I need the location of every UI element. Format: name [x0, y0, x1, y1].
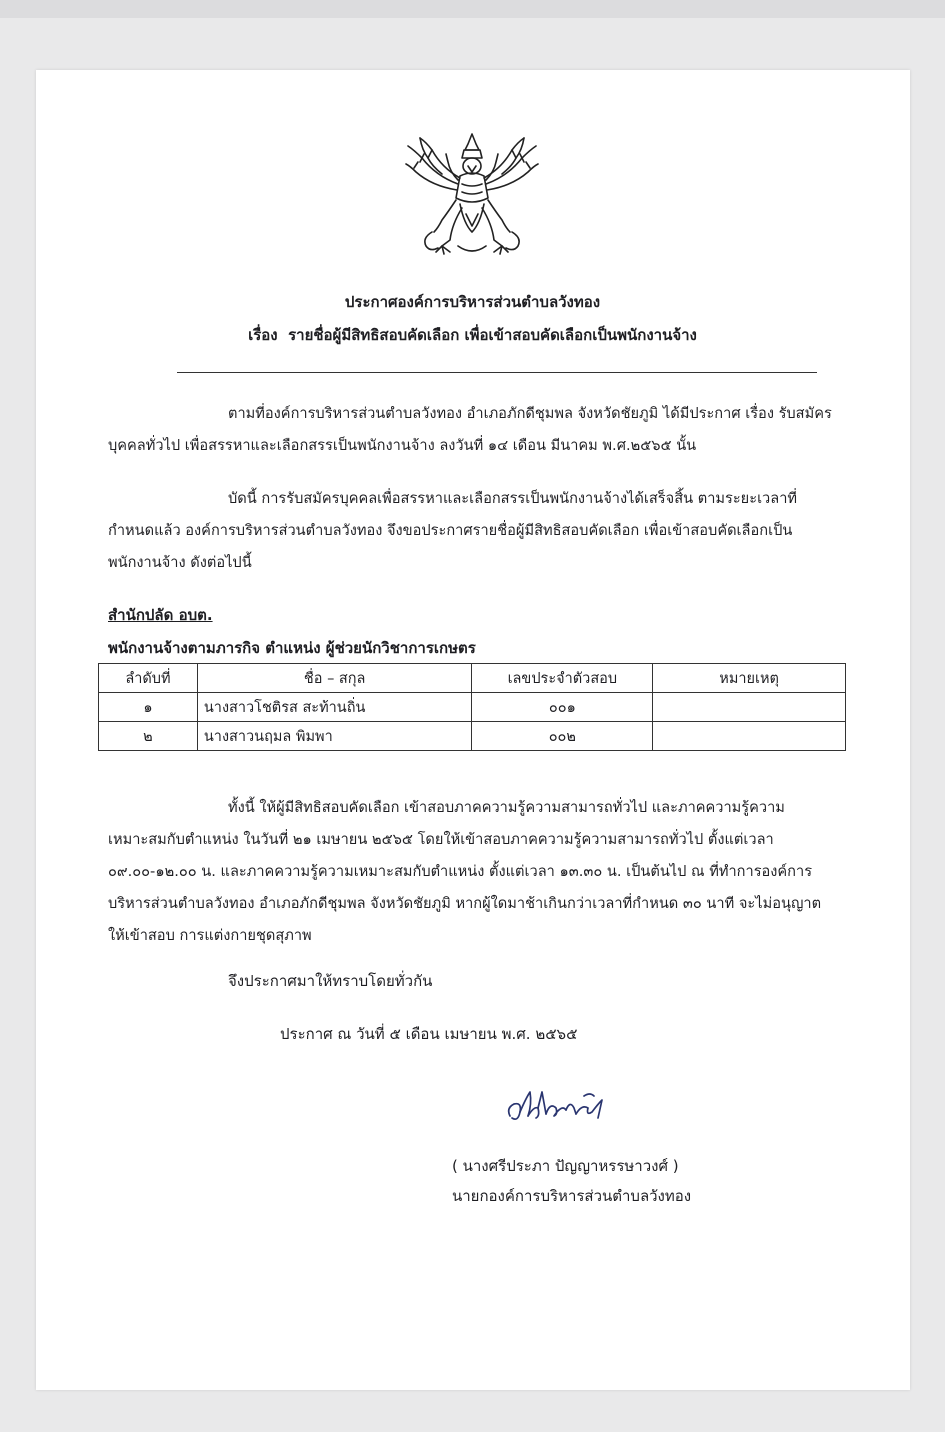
cell-name: นางสาวนฤมล พิมพา [197, 722, 472, 751]
column-header-no: ลำดับที่ [99, 664, 198, 693]
photo-top-edge [0, 0, 945, 18]
table-row [99, 693, 846, 722]
date-line: ประกาศ ณ วันที่ ๕ เดือน เมษายน พ.ศ. ๒๕๖๕ [280, 1025, 578, 1043]
paragraph-line: เหมาะสมกับตำแหน่ง ในวันที่ ๒๑ เมษายน ๒๕๖๕ โดยให้เข้าสอบภาคความรู้ความสามารถทั่วไป ตั้งแต่เวลา [108, 831, 774, 848]
announcement-title: ประกาศองค์การบริหารส่วนตำบลวังทอง [344, 293, 601, 311]
signatory-name: ( นางศรีประภา ปัญญาหรรษาวงศ์ ) [452, 1157, 679, 1175]
table-header-row [99, 664, 846, 693]
subject-line [0, 323, 945, 347]
paragraph-line: บริหารส่วนตำบลวังทอง อำเภอภักดีชุมพล จังหวัดชัยภูมิ หากผู้ใดมาช้าเกินกว่าเวลาที่กำหนด ๓๐ นาที จะไม่อนุญาต [108, 895, 822, 912]
paragraph-line: บุคคลทั่วไป เพื่อสรรหาและเลือกสรรเป็นพนักงานจ้าง ลงวันที่ ๑๔ เดือน มีนาคม พ.ศ.๒๕๖๕ นั้น [108, 437, 697, 454]
cell-note [653, 722, 846, 751]
closing-line: จึงประกาศมาให้ทราบโดยทั่วกัน [228, 972, 433, 990]
cell-note [653, 693, 846, 722]
cell-exam-id: ๐๐๒ [472, 722, 653, 751]
paragraph-line: กำหนดแล้ว องค์การบริหารส่วนตำบลวังทอง จึงขอประกาศรายชื่อผู้มีสิทธิสอบคัดเลือก เพื่อเข้าสอบคัดเลือกเป็น [108, 522, 793, 539]
paragraph-line: ทั้งนี้ ให้ผู้มีสิทธิสอบคัดเลือก เข้าสอบภาคความรู้ความสามารถทั่วไป และภาคความรู้ความ [228, 799, 785, 816]
candidate-table [98, 663, 846, 751]
column-header-exam-id: เลขประจำตัวสอบ [472, 664, 653, 693]
header-divider [177, 372, 817, 373]
signatory-title: นายกองค์การบริหารส่วนตำบลวังทอง [452, 1187, 692, 1205]
subject-label: เรื่อง [248, 326, 278, 344]
position-heading: พนักงานจ้างตามภารกิจ ตำแหน่ง ผู้ช่วยนักวิชาการเกษตร [108, 639, 476, 657]
paragraph-line: ตามที่องค์การบริหารส่วนตำบลวังทอง อำเภอภักดีชุมพล จังหวัดชัยภูมิ ได้มีประกาศ เรื่อง รับสมัคร [228, 405, 832, 422]
paragraph-line: ๐๙.๐๐-๑๒.๐๐ น. และภาคความรู้ความเหมาะสมกับตำแหน่ง ตั้งแต่เวลา ๑๓.๓๐ น. เป็นต้นไป ณ ที่ทำการองค์การ [108, 863, 813, 880]
handwritten-signature [502, 1078, 612, 1128]
table-row [99, 722, 846, 751]
section-heading: สำนักปลัด อบต. [108, 606, 213, 624]
column-header-name: ชื่อ – สกุล [197, 664, 472, 693]
cell-no: ๒ [99, 722, 198, 751]
cell-no: ๑ [99, 693, 198, 722]
cell-exam-id: ๐๐๑ [472, 693, 653, 722]
cell-name: นางสาวโชติรส สะท้านถิ่น [197, 693, 472, 722]
paragraph-line: บัดนี้ การรับสมัครบุคคลเพื่อสรรหาและเลือกสรรเป็นพนักงานจ้างได้เสร็จสิ้น ตามระยะเวลาที่ [228, 490, 798, 507]
paragraph-line: ให้เข้าสอบ การแต่งกายชุดสุภาพ [108, 927, 312, 944]
garuda-emblem-icon [402, 128, 542, 263]
paragraph-line: พนักงานจ้าง ดังต่อไปนี้ [108, 554, 252, 571]
column-header-note: หมายเหตุ [653, 664, 846, 693]
subject-text: รายชื่อผู้มีสิทธิสอบคัดเลือก เพื่อเข้าสอบคัดเลือกเป็นพนักงานจ้าง [288, 326, 697, 344]
